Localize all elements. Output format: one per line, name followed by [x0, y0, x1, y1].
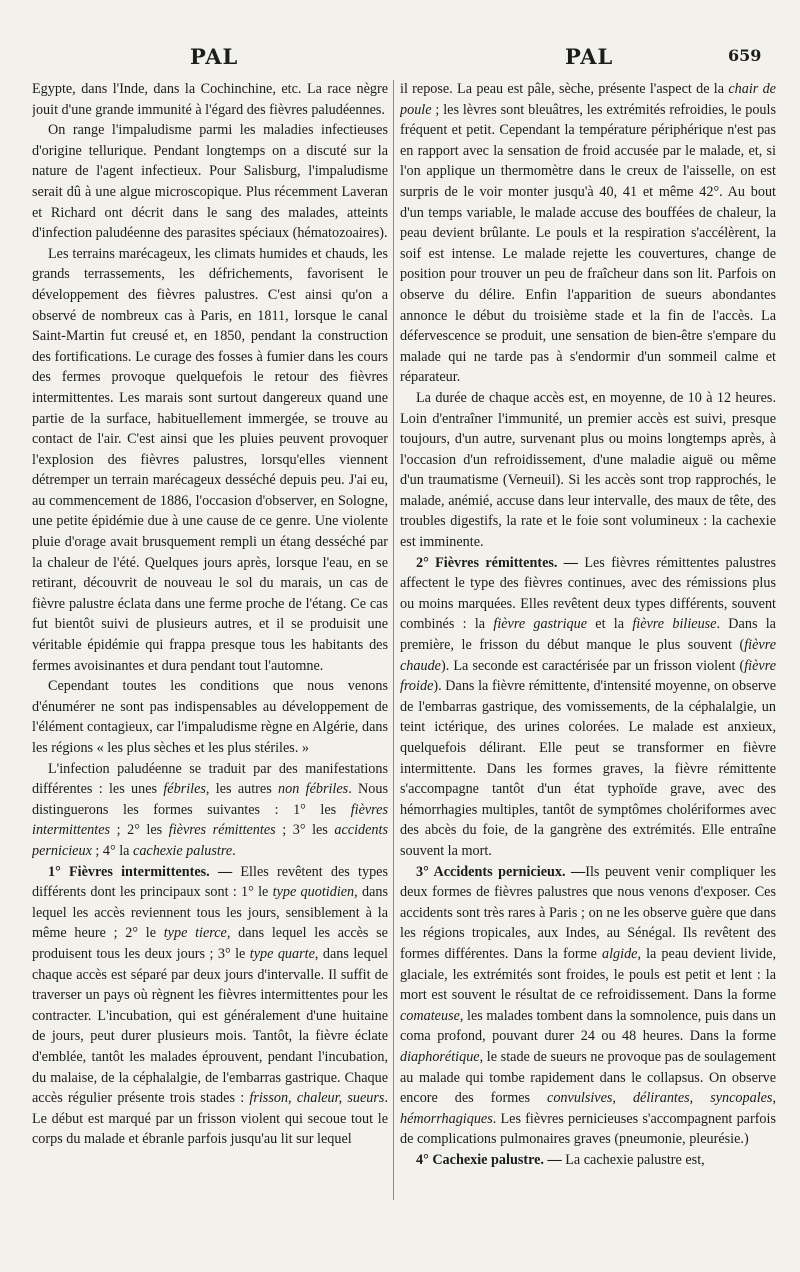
italic-term: fièvre froide: [400, 657, 776, 695]
text: il repose. La peau est pâle, sèche, présente l'aspect de la: [400, 81, 729, 97]
column-divider: [393, 80, 394, 1200]
italic-term: fièvres rémittentes: [168, 822, 276, 839]
italic-term: cachexie palustre: [133, 842, 233, 859]
text: , dans lequel chaque accès est séparé par deux jours d'intervalle. Il suffit de traverser un pays où règnent les fièvres intermittentes pour les contracter. L'incubation, qui est généralement d'une huitaine de jours, peut durer plusieurs mois. Tantôt, la fièvre éclate d'emblée, tantôt les malades éprouvent, pendant l'incubation, du malaise, de la céphalalgie, de l'embarras gastrique. Chaque accès régulier présente trois stades :: [32, 945, 388, 1107]
right-column: [400, 79, 776, 1239]
text: et la: [587, 616, 633, 633]
italic-term: comateuse: [400, 1007, 460, 1024]
text: , dans lequel les accès reviennent tous les jours, sensiblement à la même heure ; 2° le: [32, 884, 388, 942]
italic-term: diaphorétique: [400, 1048, 480, 1065]
paragraph: [400, 553, 776, 862]
paragraph: [400, 862, 776, 1150]
text: ; 3° les: [275, 822, 335, 839]
text: , le stade de sueurs ne provoque pas de soulagement au malade qui tombe rapidement dans le collapsus. On observe encore des formes: [400, 1048, 776, 1107]
italic-term: fièvre chaude: [400, 637, 776, 674]
text: L'infection paludéenne se traduit par des manifestations différentes : les unes: [32, 760, 388, 798]
text: ; 4° la: [91, 842, 134, 859]
left-column: [32, 79, 388, 1239]
italic-term: fièvres intermittentes: [32, 801, 388, 839]
text: . Nous distinguerons les formes suivantes : 1° les: [32, 781, 388, 818]
italic-term: non fébriles: [278, 781, 349, 798]
page-number: 659: [728, 46, 762, 65]
text: ; 2° les: [110, 822, 169, 839]
paragraph: Cependant toutes les conditions que nous venons d'énumérer ne sont pas indispensables au développement de l'élément contagieux, car l'impaludisme règne en Algérie, dans les régions « les plus sèches et les plus stériles. »: [32, 678, 388, 756]
text: . Le début est marqué par un frisson violent qui secoue tout le corps du malade et ébranle parfois jusqu'au lit sur lequel: [32, 1090, 388, 1148]
text: .: [232, 842, 236, 859]
section-heading: 3° Accidents pernicieux. —: [416, 863, 586, 880]
italic-term: convulsives, délirantes, syncopales, hémorrhagiques: [400, 1090, 776, 1127]
text: ; les lèvres sont bleuâtres, les extrémités refroidies, le pouls fréquent et petit. Cependant la température périphérique n'est pas en rapport avec la sensation de froid accusée par le malade, et, si l'on applique un thermomètre dans le creux de l'aisselle, on est surpris de le voir monter jusqu'à 40, 41 et même 42°. Au bout d'un temps variable, le malade accuse des bouffées de chaleur, la peau devient brûlante. Le pouls et la respiration s'accélèrent, la soif est intense. Le malade rejette les couvertures, change de position pour trouver un peu de fraîcheur dans son lit. Parfois on observe du délire. Enfin l'apparition de sueurs abondantes annonce le début du troisième stade et la fin de l'accès. La défervescence se produit, une sensation de bien-être s'empare du malade qui ne tarde pas à s'endormir d'un sommeil calme et réparateur.: [400, 101, 776, 386]
section-heading: 1° Fièvres intermittentes. —: [48, 863, 233, 880]
paragraph: [32, 862, 388, 1150]
paragraph: [32, 759, 388, 862]
section-heading: 2° Fièvres rémittentes. —: [416, 554, 578, 571]
italic-term: type quarte: [249, 945, 315, 962]
paragraph: [400, 1150, 776, 1171]
italic-term: type tierce: [163, 925, 227, 942]
italic-term: fièvre gastrique: [493, 616, 588, 633]
text: , les autres: [205, 781, 279, 798]
italic-term: type quotidien: [272, 884, 355, 901]
text: Ils peuvent venir compliquer les deux formes de fièvres palustres que nous venons d'exposer. Ces accidents sont très rares à Paris ; on ne les observe guère que dans les régions tropicales, aux Indes, au Sénégal. Ils revêtent des formes différentes. Dans la forme: [400, 863, 776, 962]
italic-term: algide: [602, 945, 638, 962]
header-right-word: PAL: [565, 44, 614, 69]
text: . Dans la première, le frisson du début manque le plus souvent (: [400, 616, 776, 654]
text: ). La seconde est caractérisée par un frisson violent (: [440, 657, 745, 674]
italic-term: frisson, chaleur, sueurs: [249, 1090, 385, 1107]
text: La cachexie palustre est,: [561, 1151, 705, 1168]
text: Les fièvres rémittentes palustres affectent le type des fièvres continues, avec des rémissions plus ou moins marquées. Elles revêtent deux types différents, souvent combinés : la: [400, 554, 776, 633]
paragraph: Egypte, dans l'Inde, dans la Cochinchine, etc. La race nègre jouit d'une grande immunité à l'égard des fièvres paludéennes.: [32, 81, 388, 118]
italic-term: fièvre bilieuse: [632, 616, 717, 633]
paragraph: [400, 79, 776, 388]
text: , dans lequel les accès se produisent tous les deux jours ; 3° le: [32, 925, 388, 962]
text: Elles revêtent des types différents dont les principaux sont : 1° le: [32, 863, 388, 901]
paragraph: La durée de chaque accès est, en moyenne, de 10 à 12 heures. Loin d'entraîner l'immunité, un premier accès est suivi, presque toujours, d'un autre, survenant plus ou moins longtemps après, à l'occasion d'un refroidissement, d'une maladie aiguë ou même d'un traumatisme (Verneuil). Si les accès sont trop rapprochés, le malade, anémié, accuse dans leur intervalle, des maux de tête, des troubles digestifs, la rate et le foie sont volumineux : la cachexie est imminente.: [400, 389, 776, 551]
text: , la peau devient livide, glaciale, les extrémités sont froides, le pouls est petit et lent : la mort est souvent le résultat de ce refroidissement. Dans la forme: [400, 945, 776, 1004]
paragraph: On range l'impaludisme parmi les maladies infectieuses d'origine tellurique. Pendant longtemps on a discuté sur la nature de l'agent infectieux. Pour Salisburg, l'impaludisme serait dû à une algue microscopique. Plus récemment Laveran et Richard ont décrit dans le sang des malades, atteints d'infection paludéenne des parasites spéciaux (hématozoaires).: [32, 122, 388, 242]
text: . Les fièvres pernicieuses s'accompagnent parfois de complications pulmonaires graves (pneumonie, pleurésie.): [400, 1110, 776, 1148]
running-header: [0, 44, 800, 74]
italic-term: accidents pernicieux: [32, 822, 388, 859]
italic-term: fébriles: [163, 781, 206, 798]
italic-term: chair de poule: [400, 81, 776, 118]
text: , les malades tombent dans la somnolence, puis dans un coma profond, pouvant durer 24 ou 48 heures. Dans la forme: [400, 1007, 776, 1045]
text: ). Dans la fièvre rémittente, d'intensité moyenne, on observe de l'embarras gastrique, des vomissements, de la céphalalgie, un teint ictérique, des urines colorées. Le malade est anxieux, quelquefois délirant. Elle peut se transformer en fièvre intermittente. Dans les formes graves, la fièvre rémittente s'accompagne tantôt d'un état typhoïde grave, avec des hémorrhagies multiples, tantôt de symptômes cholériformes avec des abcès du foie, de la gangrène des extrémités. Elle entraîne souvent la mort.: [400, 678, 776, 859]
header-left-word: PAL: [190, 44, 239, 69]
paragraph: Les terrains marécageux, les climats humides et chauds, les grands terrassements, les défrichements, favorisent le développement des fièvres palustres. C'est ainsi qu'on a observé de nombreux cas à Paris, en 1811, lorsque le canal Saint-Martin fut creusé et, en 1850, pendant la construction des fortifications. Le curage des fosses à fumier dans les cours des fermes provoque quelquefois le retour des fièvres intermittentes. Les marais sont surtout dangereux quand une partie de la surface, habituellement immergée, se trouve au contact de l'air. C'est ainsi que les pluies peuvent provoquer l'explosion des fièvres palustres, lorsqu'elles viennent détremper un terrain marécageux desséché depuis peu. J'ai eu, au commencement de 1886, l'occasion d'observer, en Sologne, une petite épidémie due à une cause de ce genre. Une violente pluie d'orage avait brusquement rempli un étang desséché par la chaleur de l'été. Quelques jours après, lorsque l'eau, en se retirant, découvrit de nouveau le sol du marais, un cas de fièvre palustre éclata dans une ferme proche de l'étang. Ce cas fut bientôt suivi de plusieurs autres, et il se produisit une véritable épidémie qui frappa presque tous les habitants des fermes avoisinantes et dura pendant tout l'automne.: [32, 245, 388, 674]
section-heading: 4° Cachexie palustre. —: [416, 1151, 562, 1168]
